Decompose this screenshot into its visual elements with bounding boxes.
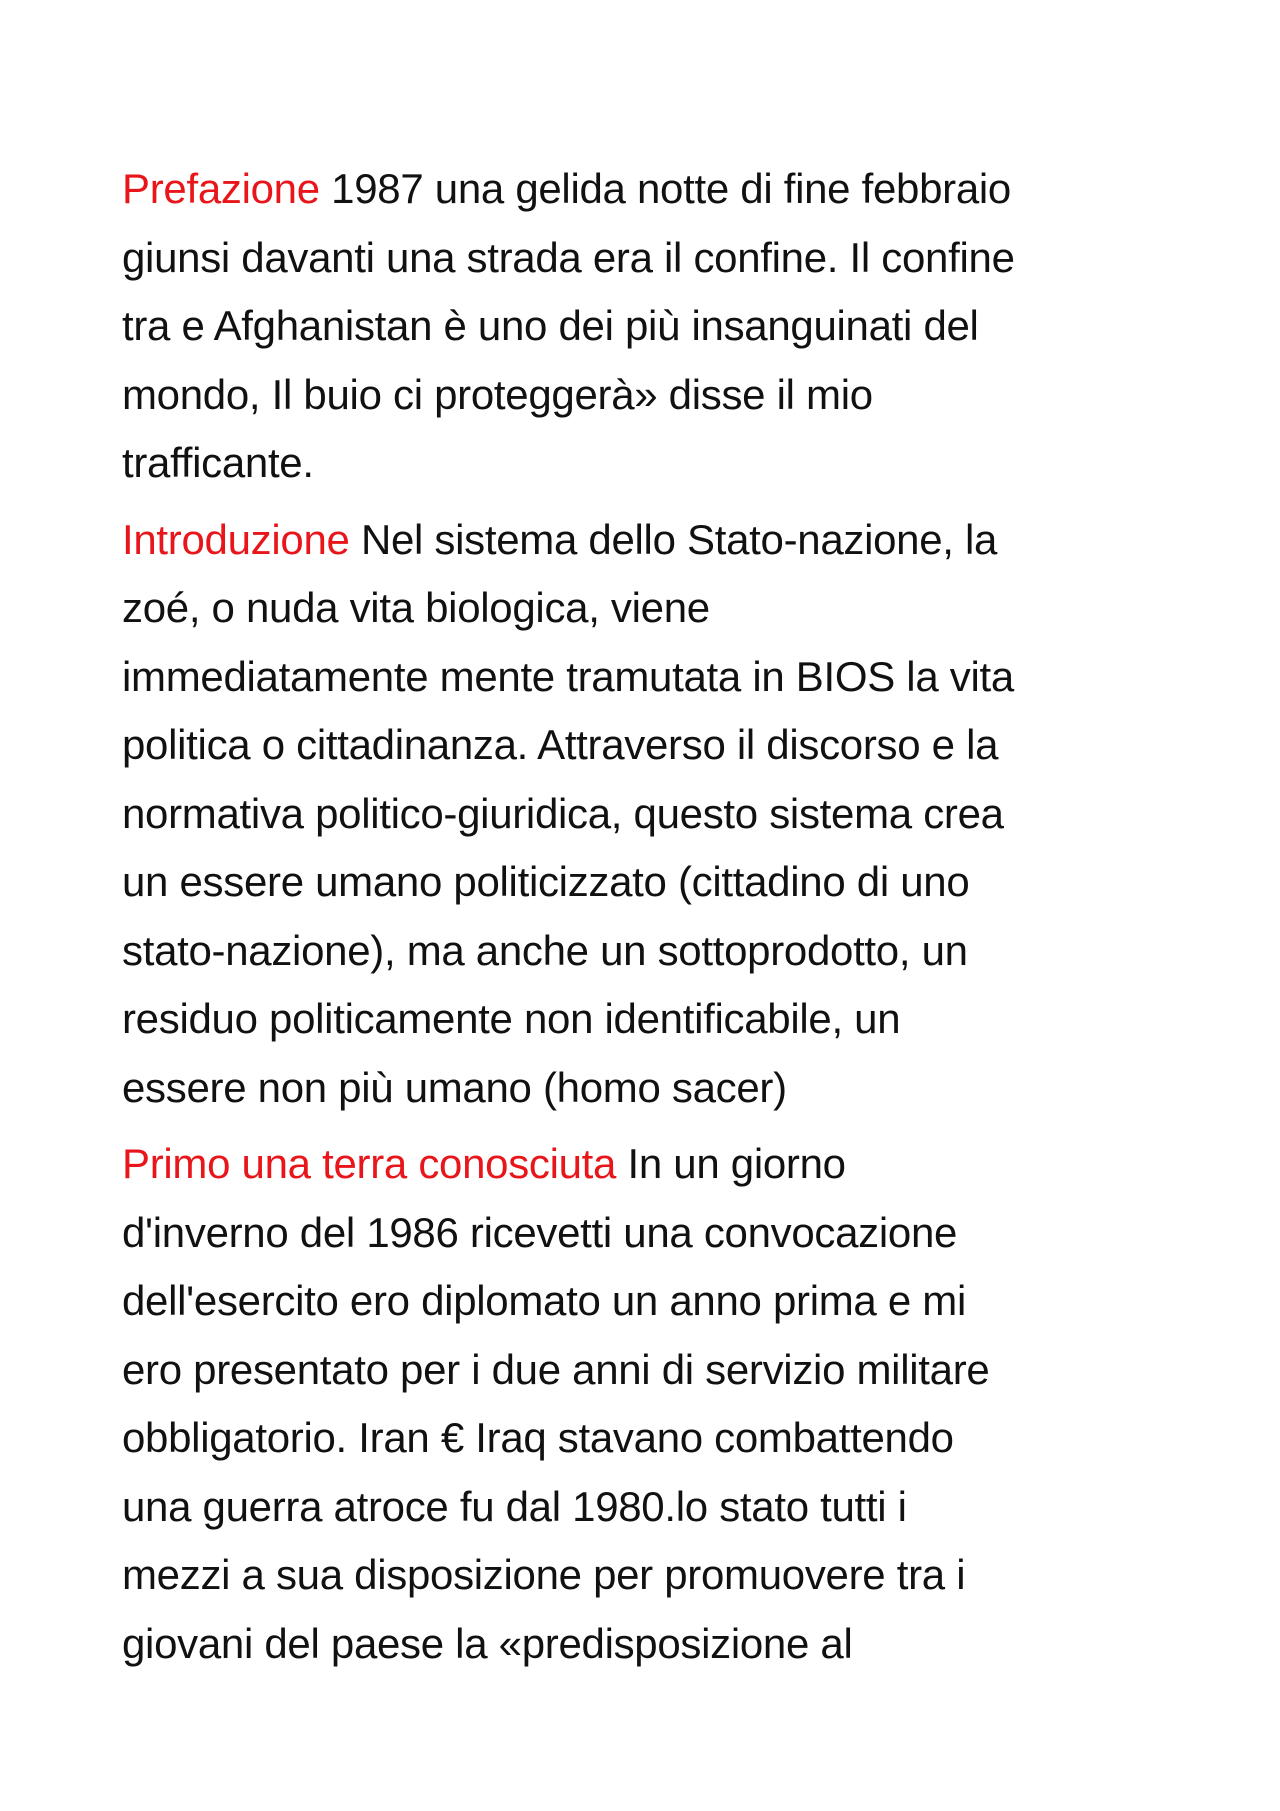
text-line: obbligatorio. Iran € Iraq stavano combattendo bbox=[122, 1414, 954, 1461]
text-line: ero presentato per i due anni di servizio militare bbox=[122, 1345, 990, 1393]
text-line: trafficante. bbox=[122, 439, 314, 486]
section-heading: Primo una terra conosciuta bbox=[122, 1140, 617, 1187]
text-line bbox=[122, 1130, 1172, 1199]
text-line: una guerra atroce fu dal 1980.lo stato tutti i bbox=[122, 1482, 907, 1530]
section-text: Nel sistema dello Stato-nazione, la bbox=[349, 515, 998, 563]
text-line: dell'esercito ero diplomato un anno prima e mi bbox=[122, 1277, 967, 1324]
text-line bbox=[122, 155, 1172, 224]
text-line: normativa politico-giuridica, questo sistema crea bbox=[122, 789, 1004, 837]
text-line: giunsi davanti una strada era il confine. Il confine bbox=[122, 233, 1015, 281]
document-body bbox=[122, 155, 1172, 1686]
section-heading: Prefazione bbox=[122, 165, 320, 212]
text-line: stato-nazione), ma anche un sottoprodotto, un bbox=[122, 926, 968, 974]
text-line: un essere umano politicizzato (cittadino di uno bbox=[122, 858, 970, 905]
text-line: tra e Afghanistan è uno dei più insanguinati del bbox=[122, 302, 979, 349]
text-line bbox=[122, 506, 1172, 575]
section-introduzione bbox=[122, 506, 1172, 1123]
section-text: 1987 una gelida notte di fine febbraio bbox=[319, 165, 1011, 212]
text-line: residuo politicamente non identificabile, un bbox=[122, 995, 901, 1042]
text-line: mondo, Il buio ci proteggerà» disse il mio bbox=[122, 370, 873, 418]
text-line: politica o cittadinanza. Attraverso il discorso e la bbox=[122, 721, 999, 768]
text-line: mezzi a sua disposizione per promuovere tra i bbox=[122, 1551, 966, 1598]
text-line: zoé, o nuda vita biologica, viene bbox=[122, 584, 710, 631]
text-line: giovani del paese la «predisposizione al bbox=[122, 1619, 853, 1667]
text-line: immediatamente mente tramutata in BIOS la vita bbox=[122, 652, 1014, 700]
text-line: d'inverno del 1986 ricevetti una convocazione bbox=[122, 1208, 958, 1256]
section-text: In un giorno bbox=[616, 1140, 846, 1187]
text-line: essere non più umano (homo sacer) bbox=[122, 1063, 787, 1111]
section-heading: Introduzione bbox=[122, 515, 350, 563]
section-prefazione bbox=[122, 155, 1172, 498]
section-primo bbox=[122, 1130, 1172, 1678]
